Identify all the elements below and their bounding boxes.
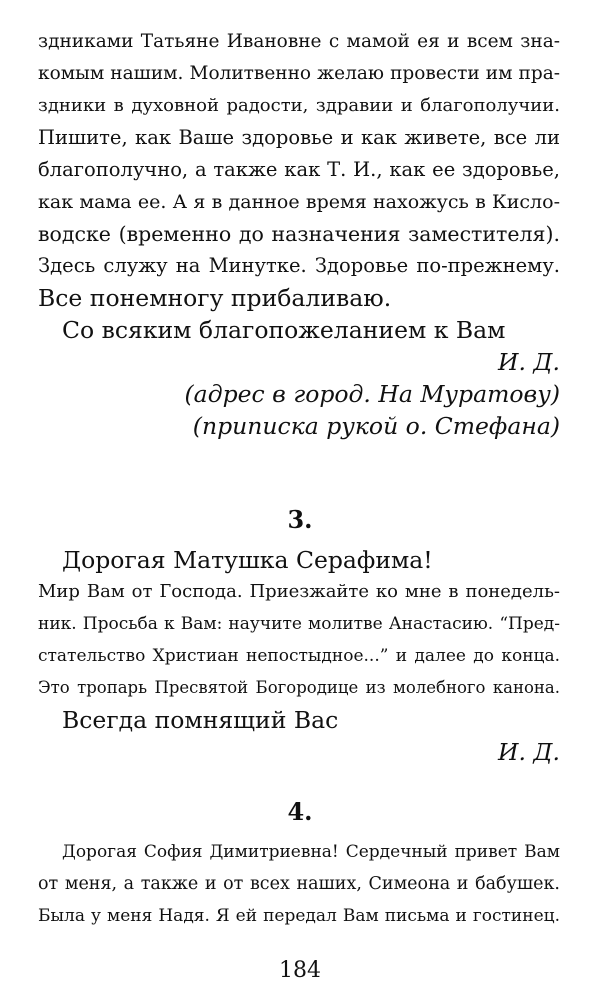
- letter-3-line-2: ник. Просьба к Вам: научите молитве Анастасию. “Пред-: [38, 614, 560, 634]
- letter-2-line-1: здниками Татьяне Ивановне с мамой ея и всем зна-: [38, 31, 560, 52]
- letter-3-number: 3.: [287, 505, 313, 534]
- letter-3-greeting: Дорогая Матушка Серафима!: [62, 546, 433, 574]
- letter-2-closing: Со всяким благопожеланием к Вам: [62, 316, 506, 344]
- letter-2-line-4: Пишите, как Ваше здоровье и как живете, все ли: [38, 126, 560, 149]
- letter-2-line-7: водске (временно до назначения заместителя).: [38, 222, 560, 246]
- letter-4-line-2: от меня, а также и от всех наших, Симеона и бабушек.: [38, 874, 560, 894]
- letter-2-line-8: Здесь служу на Минутке. Здоровье по-прежнему.: [38, 254, 560, 277]
- letter-2-line-3: здники в духовной радости, здравии и благополучии.: [38, 95, 560, 116]
- letter-2-line-5: благополучно, а также как Т. И., как ее здоровье,: [38, 158, 560, 181]
- letter-3-line-3: стательство Христиан непостыдное...” и далее до конца.: [38, 646, 560, 666]
- letter-3-line-1: Мир Вам от Господа. Приезжайте ко мне в понедель-: [38, 581, 560, 602]
- letter-2-address-note: (адрес в город. На Муратову): [184, 380, 560, 408]
- page-number: 184: [279, 958, 321, 983]
- letter-4-line-1: Дорогая София Димитриевна! Сердечный привет Вам: [62, 842, 560, 862]
- letter-3-closing: Всегда помнящий Вас: [62, 706, 339, 734]
- letter-3-line-4: Это тропарь Пресвятой Богородице из молебного канона.: [38, 678, 560, 697]
- letter-4-line-3: Была у меня Надя. Я ей передал Вам письма и гостинец.: [38, 906, 560, 926]
- letter-2-line-2: комым нашим. Молитвенно желаю провести им пра-: [38, 63, 560, 84]
- letter-2-line-6: как мама ее. А я в данное время нахожусь в Кисло-: [38, 191, 560, 213]
- letter-4-number: 4.: [287, 797, 313, 826]
- letter-2-postscript-note: (приписка рукой о. Стефана): [192, 412, 560, 440]
- letter-2-signature: И. Д.: [497, 348, 560, 376]
- letter-2-line-9: Все понемногу прибаливаю.: [38, 284, 392, 312]
- letter-3-signature: И. Д.: [497, 738, 560, 766]
